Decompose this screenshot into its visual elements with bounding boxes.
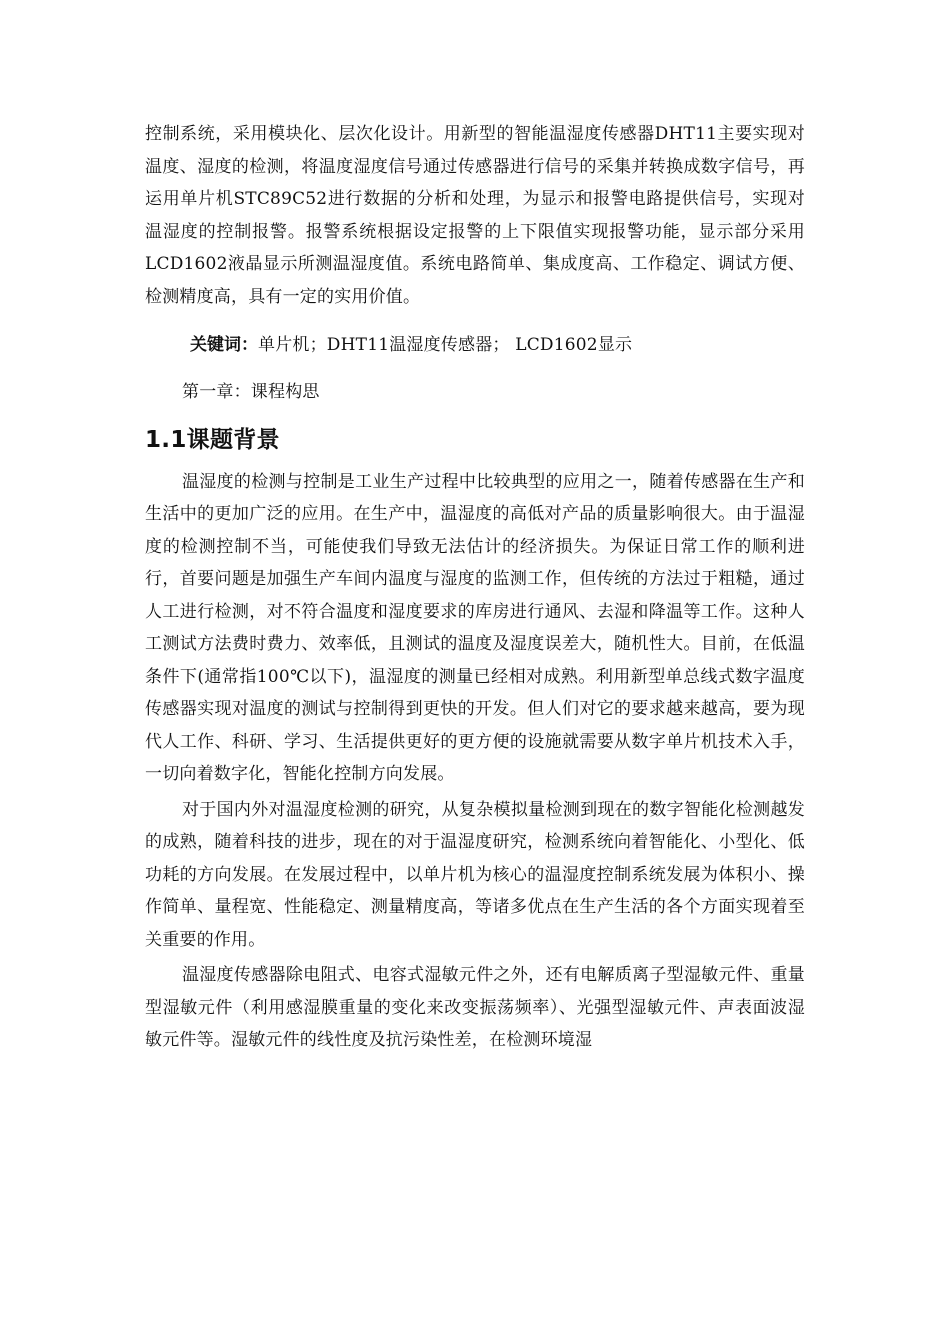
keywords-line (145, 329, 805, 361)
page-content (145, 118, 805, 1057)
body-paragraph: 温湿度的检测与控制是工业生产过程中比较典型的应用之一，随着传感器在生产和生活中的更加广泛的应用。在生产中，温湿度的高低对产品的质量影响很大。由于温湿度的检测控制不当，可能使我们导致无法估计的经济损失。为保证日常工作的顺利进行，首要问题是加强生产车间内温度与湿度的监测工作，但传统的方法过于粗糙，通过人工进行检测，对不符合温度和湿度要求的库房进行通风、去湿和降温等工作。这种人工测试方法费时费力、效率低，且测试的温度及湿度误差大，随机性大。目前，在低温条件下(通常指100℃以下)，温湿度的测量已经相对成熟。利用新型单总线式数字温度传感器实现对温度的测试与控制得到更快的开发。但人们对它的要求越来越高，要为现代人工作、科研、学习、生活提供更好的更方便的设施就需要从数字单片机技术入手，一切向着数字化，智能化控制方向发展。 (145, 471, 805, 784)
chapter-title: 第一章：课程构思 (182, 382, 320, 402)
keywords-text: 单片机；DHT11温湿度传感器； LCD1602显示 (258, 335, 633, 355)
body-paragraph: 温湿度传感器除电阻式、电容式湿敏元件之外，还有电解质离子型湿敏元件、重量型湿敏元件（利用感湿膜重量的变化来改变振荡频率）、光强型湿敏元件、声表面波湿敏元件等。湿敏元件的线性度及抗污染性差，在检测环境湿 (145, 965, 805, 1050)
section-heading: 1.1课题背景 (145, 426, 280, 453)
body-paragraph: 对于国内外对温湿度检测的研究，从复杂模拟量检测到现在的数字智能化检测越发的成熟，随着科技的进步，现在的对于温湿度研究，检测系统向着智能化、小型化、低功耗的方向发展。在发展过程中，以单片机为核心的温湿度控制系统发展为体积小、操作简单、量程宽、性能稳定、测量精度高，等诸多优点在生产生活的各个方面实现着至关重要的作用。 (145, 799, 805, 950)
abstract-paragraph: 控制系统，采用模块化、层次化设计。用新型的智能温湿度传感器DHT11主要实现对温度、湿度的检测，将温度湿度信号通过传感器进行信号的采集并转换成数字信号，再运用单片机STC89C52进行数据的分析和处理，为显示和报警电路提供信号，实现对温湿度的控制报警。报警系统根据设定报警的上下限值实现报警功能，显示部分采用LCD1602液晶显示所测温湿度值。系统电路简单、集成度高、工作稳定、调试方便、检测精度高，具有一定的实用价值。 (145, 124, 805, 307)
keywords-label: 关键词： (190, 335, 258, 355)
